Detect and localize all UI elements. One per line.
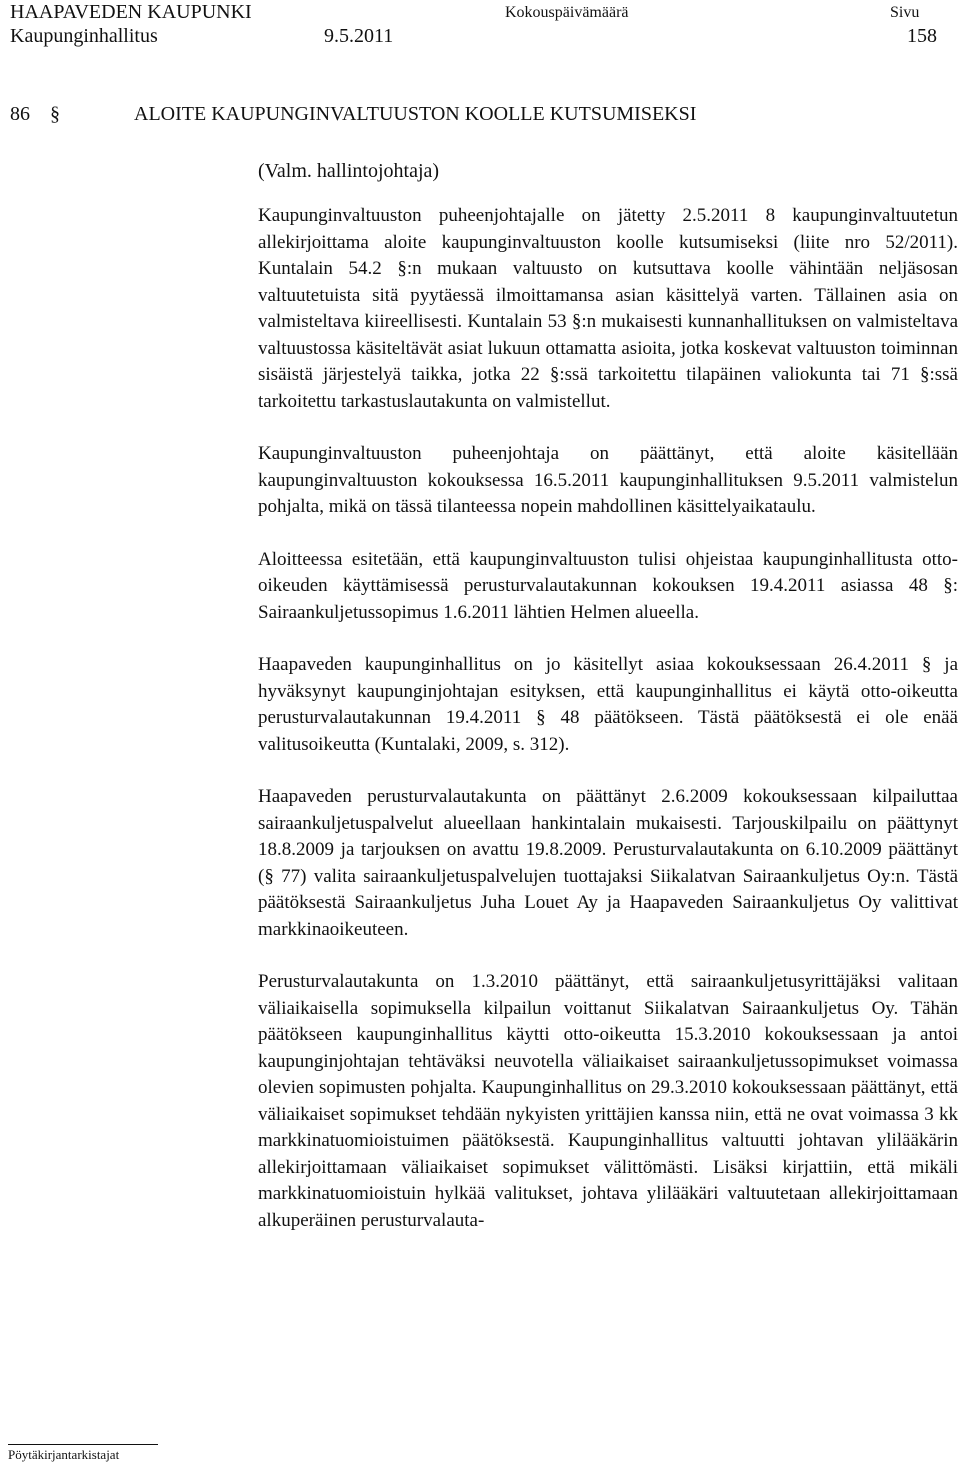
section-title: ALOITE KAUPUNGINVALTUUSTON KOOLLE KUTSUMISEKSI xyxy=(134,103,697,125)
section-mark: § xyxy=(50,103,60,125)
footer-label: Pöytäkirjantarkistajat xyxy=(8,1447,120,1462)
page-header xyxy=(10,0,950,50)
signature-line xyxy=(8,1444,158,1445)
paragraph: Haapaveden kaupunginhallitus on jo käsitellyt asiaa kokouksessaan 26.4.2011 § ja hyväksynyt kaupunginjohtajan esityksen, että kaupunginhallitus ei käytä otto-oikeutta perusturvalautakunnan 19.4.2011 § 48 päätökseen. Tästä päätöksestä ei ole enää valitusoikeutta (Kuntalaki, 2009, s. 312). xyxy=(258,654,958,755)
document-body xyxy=(258,203,958,1260)
organization-name: HAAPAVEDEN KAUPUNKI xyxy=(10,1,252,23)
paragraph: Kaupunginvaltuuston puheenjohtajalle on jätetty 2.5.2011 8 kaupunginvaltuutetun allekirjoittama aloite kaupunginvaltuuston koolle kutsumiseksi (liite nro 52/2011). Kuntalain 54.2 §:n mukaan valtuusto on kutsuttava koolle vähintään neljäsosan valtuutetuista sitä pyytäessä ilmoittamansa asian käsittelyä varten. Tällainen asia on valmisteltava kiireellisesti. Kuntalain 53 §:n mukaisesti kunnanhallituksen on valmisteltava valtuustossa käsiteltävät asiat lukuun ottamatta asioita, jotka koskevat valtuuston toiminnan sisäistä järjestelyä taikka, jotka 22 §:ssä tarkoitettu tilapäinen valiokunta tai 71 §:ssä tarkoitettu tarkastuslautakunta on valmistellut. xyxy=(258,205,958,412)
section-number: 86 xyxy=(10,103,30,125)
meeting-date-label: Kokouspäivämäärä xyxy=(505,4,629,21)
paragraph: Haapaveden perusturvalautakunta on päättänyt 2.6.2009 kokouksessaan kilpailuttaa sairaankuljetuspalvelut alueellaan hankintalain mukaisesti. Tarjouskilpailu on päättynyt 18.8.2009 ja tarjouksen on avattu 19.8.2009. Perusturvalautakunta on 6.10.2009 päättänyt (§ 77) valita sairaankuljetuspalvelujen tuottajaksi Siikalatvan Sairaankuljetus Oy:n. Tästä päätöksestä Sairaankuljetus Juha Louet Ay ja Haapaveden Sairaankuljetus Oy valittivat markkinaoikeuteen. xyxy=(258,786,958,940)
paragraph: Aloitteessa esitetään, että kaupunginvaltuuston tulisi ohjeistaa kaupunginhallitusta otto-oikeuden käyttämisessä perusturvalautakunnan kokouksen 19.4.2011 asiassa 48 §: Sairaankuljetussopimus 1.6.2011 lähtien Helmen alueella. xyxy=(258,548,958,623)
page-number: 158 xyxy=(907,25,937,47)
meeting-date: 9.5.2011 xyxy=(324,25,394,47)
paragraph: Kaupunginvaltuuston puheenjohtaja on päättänyt, että aloite käsitellään kaupunginvaltuuston kokouksessa 16.5.2011 kaupunginhallituksen 9.5.2011 valmistelun pohjalta, mikä on tässä tilanteessa nopein mahdollinen käsittelyaikataulu. xyxy=(258,443,958,517)
body-name: Kaupunginhallitus xyxy=(10,25,158,47)
page-footer xyxy=(8,1444,158,1463)
paragraph: Perusturvalautakunta on 1.3.2010 päättänyt, että sairaankuljetusyrittäjäksi valitaan väliaikaisella sopimuksella kilpailun voittanut Siikalatvan Sairaankuljetus Oy. Tähän päätökseen kaupunginhallitus käytti otto-oikeutta 15.3.2010 kokouksessaan ja antoi kaupunginjohtajan tehtäväksi neuvotella väliaikaiset sairaankuljetussopimukset voimassa olevien sopimusten pohjalta. Kaupunginhallitus on 29.3.2010 kokouksessaan päättänyt, että väliaikaiset sopimukset tehdään nykyisten yrittäjien kanssa niin, että ne ovat voimassa 3 kk markkinatuomioistuimen päätöksestä. Kaupunginhallitus valtuutti johtavan ylilääkärin allekirjoittamaan väliaikaiset sopimukset välittömästi. Lisäksi kirjattiin, että mikäli markkinatuomioistuin hylkää valitukset, johtava ylilääkäri valtuutetaan allekirjoittamaan alkuperäinen perusturvalauta- xyxy=(258,971,958,1231)
page-label: Sivu xyxy=(890,4,920,21)
preparer-note: (Valm. hallintojohtaja) xyxy=(258,160,440,182)
